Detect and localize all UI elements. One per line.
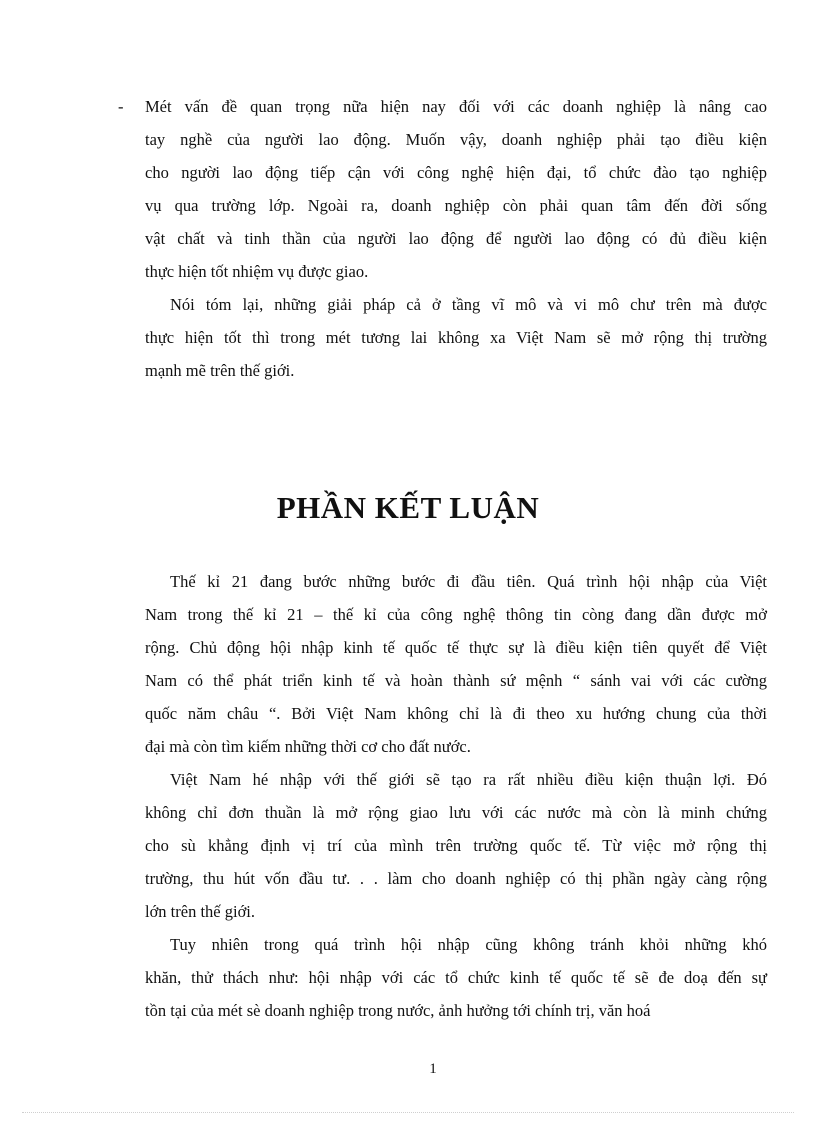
conclusion-line-14: tồn tại của mét sè doanh nghiệp trong nước, ảnh hưởng tới chính trị, văn hoá: [145, 1001, 651, 1020]
conclusion-line-11: lớn trên thế giới.: [145, 902, 256, 921]
section-title: PHẦN KẾT LUẬN: [276, 490, 540, 525]
conclusion-line-5: quốc năm châu “. Bởi Việt Nam không chỉ là đi theo xu hướng chung của thời: [145, 704, 767, 723]
conclusion-line-3: rộng. Chủ động hội nhập kinh tế quốc tế thực sự là điều kiện tiên quyết để Việt: [145, 638, 767, 657]
bullet-line-5: vật chất và tinh thần của người lao động để người lao động có đủ điều kiện: [145, 229, 767, 248]
conclusion-line-12: Tuy nhiên trong quá trình hội nhập cũng không tránh khỏi những khó: [170, 935, 767, 954]
conclusion-line-9: cho sù khẳng định vị trí của mình trên trường quốc tế. Từ việc mở rộng thị: [145, 836, 767, 855]
bullet-line-6: thực hiện tốt nhiệm vụ được giao.: [145, 262, 369, 281]
conclusion-line-4: Nam có thể phát triển kinh tế và hoàn thành sứ mệnh “ sánh vai với các cường: [145, 671, 767, 690]
page-bottom-rule: [22, 1112, 794, 1113]
conclusion-line-8: không chỉ đơn thuần là mở rộng giao lưu với các nước mà còn là minh chứng: [145, 803, 767, 822]
bullet-line-2: tay nghề của người lao động. Muốn vậy, doanh nghiệp phải tạo điều kiện: [145, 130, 767, 149]
summary-line-3: mạnh mẽ trên thế giới.: [145, 361, 295, 380]
bullet-marker: -: [118, 97, 124, 116]
conclusion-line-6: đại mà còn tìm kiếm những thời cơ cho đất nước.: [145, 737, 471, 756]
conclusion-line-13: khăn, thử thách như: hội nhập với các tổ chức kinh tế quốc tế sẽ đe doạ đến sự: [145, 968, 767, 987]
summary-line-2: thực hiện tốt thì trong mét tương lai không xa Việt Nam sẽ mở rộng thị trường: [145, 328, 767, 347]
bullet-line-1: Mét vấn đề quan trọng nữa hiện nay đối với các doanh nghiệp là nâng cao: [145, 97, 767, 116]
summary-line-1: Nói tóm lại, những giải pháp cả ở tầng vĩ mô và vi mô chư trên mà được: [170, 295, 767, 314]
conclusion-line-1: Thế kỉ 21 đang bước những bước đi đầu tiên. Quá trình hội nhập của Việt: [170, 572, 767, 591]
conclusion-line-10: trường, thu hút vốn đầu tư. . . làm cho doanh nghiệp có thị phần ngày càng rộng: [145, 869, 767, 888]
page-number: 1: [429, 1061, 437, 1077]
bullet-line-4: vụ qua trường lớp. Ngoài ra, doanh nghiệp còn phải quan tâm đến đời sống: [145, 196, 767, 215]
conclusion-line-7: Việt Nam hé nhập với thế giới sẽ tạo ra rất nhiều điều kiện thuận lợi. Đó: [170, 770, 767, 789]
bullet-line-3: cho người lao động tiếp cận với công nghệ hiện đại, tổ chức đào tạo nghiệp: [145, 163, 767, 182]
conclusion-line-2: Nam trong thế kỉ 21 – thế kỉ của công nghệ thông tin còng đang dần được mở: [145, 605, 767, 624]
